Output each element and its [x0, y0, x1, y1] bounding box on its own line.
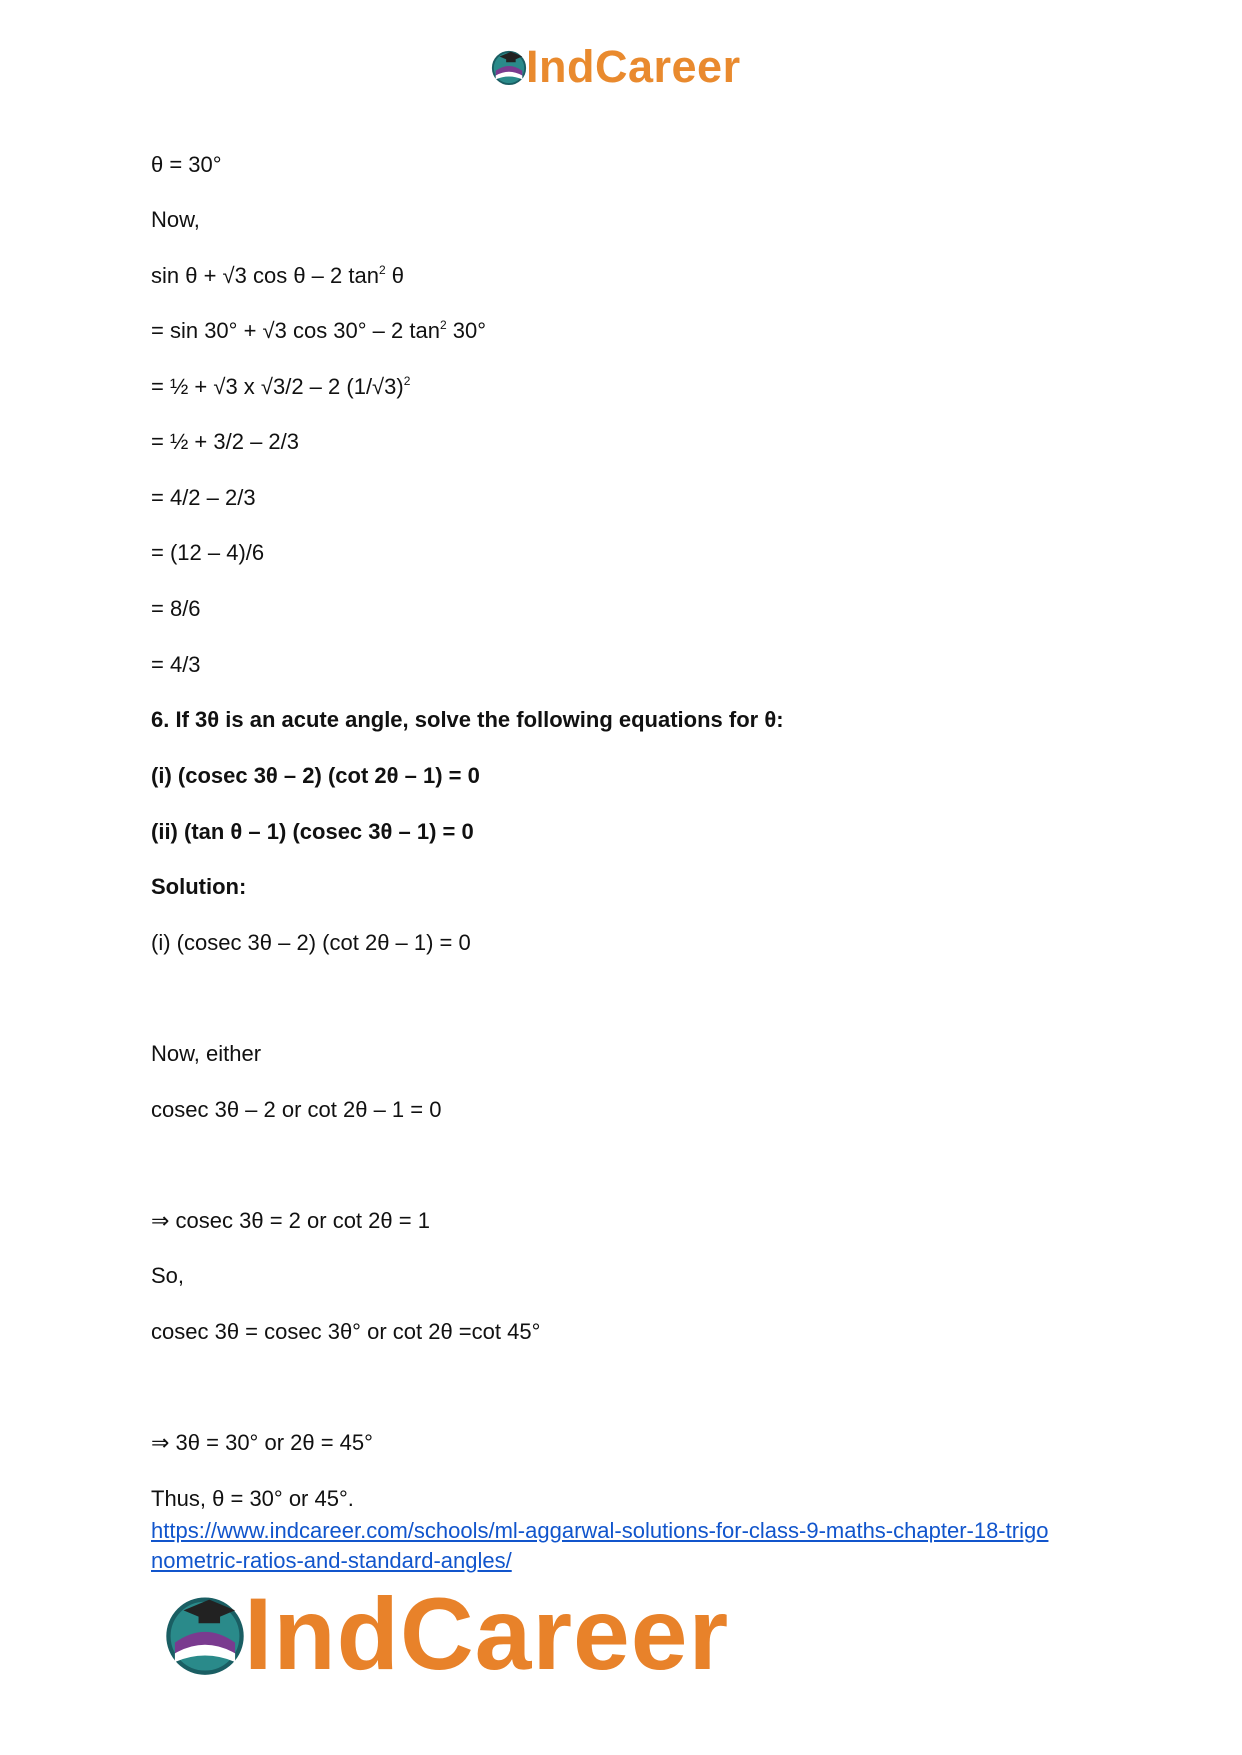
text-line: Now, — [151, 207, 200, 232]
text-line: θ = 30° — [151, 152, 222, 177]
question-part-ii: (ii) (tan θ – 1) (cosec 3θ – 1) = 0 — [151, 819, 474, 844]
header-logo — [490, 41, 741, 92]
text-line: = sin 30° + √3 cos 30° – 2 $\tan^2 30^\circ$ — [151, 318, 487, 343]
source-link-line-1[interactable]: https://www.indcareer.com/schools/ml-aggarwal-solutions-for-class-9-maths-chapter-18-trigo — [151, 1518, 1049, 1543]
text-line: cosec 3θ – 2 or cot 2θ – 1 = 0 — [151, 1097, 442, 1122]
solution-heading: Solution: — [151, 874, 247, 899]
text-line: sin θ + √3 cos θ – 2 $\tan^2 \theta$ — [151, 263, 404, 288]
text-line: = 4/3 — [151, 652, 201, 677]
footer-logo — [162, 1577, 730, 1691]
text-line: Thus, θ = 30° or 45°. — [151, 1486, 354, 1511]
question-heading: 6. If 3θ is an acute angle, solve the following equations for θ: — [151, 707, 784, 732]
text-line: Now, either — [151, 1041, 262, 1066]
text-line: = (12 – 4)/6 — [151, 540, 265, 565]
source-link-line-2[interactable]: nometric-ratios-and-standard-angles/ — [151, 1548, 512, 1573]
header-logo-text: IndCareer — [526, 41, 741, 92]
text-line: (i) (cosec 3θ – 2) (cot 2θ – 1) = 0 — [151, 930, 471, 955]
text-line: ⇒ cosec 3θ = 2 or cot 2θ = 1 — [151, 1208, 430, 1233]
text-line: So, — [151, 1263, 185, 1288]
question-part-i: (i) (cosec 3θ – 2) (cot 2θ – 1) = 0 — [151, 763, 480, 788]
text-line: ⇒ 3θ = 30° or 2θ = 45° — [151, 1430, 373, 1455]
text-line: cosec 3θ = cosec 3θ° or cot 2θ =cot 45° — [151, 1319, 541, 1344]
footer-logo-text: IndCareer — [244, 1577, 730, 1691]
text-line: = 8/6 — [151, 596, 201, 621]
globe-book-icon — [490, 48, 528, 86]
text-line: = ½ + √3 x √3/2 – 2 $(1/√3)^2$ — [151, 374, 411, 399]
text-line: = 4/2 – 2/3 — [151, 485, 256, 510]
source-link[interactable] — [151, 1516, 1111, 1576]
text-line: = ½ + 3/2 – 2/3 — [151, 429, 300, 454]
globe-book-icon — [162, 1591, 248, 1677]
